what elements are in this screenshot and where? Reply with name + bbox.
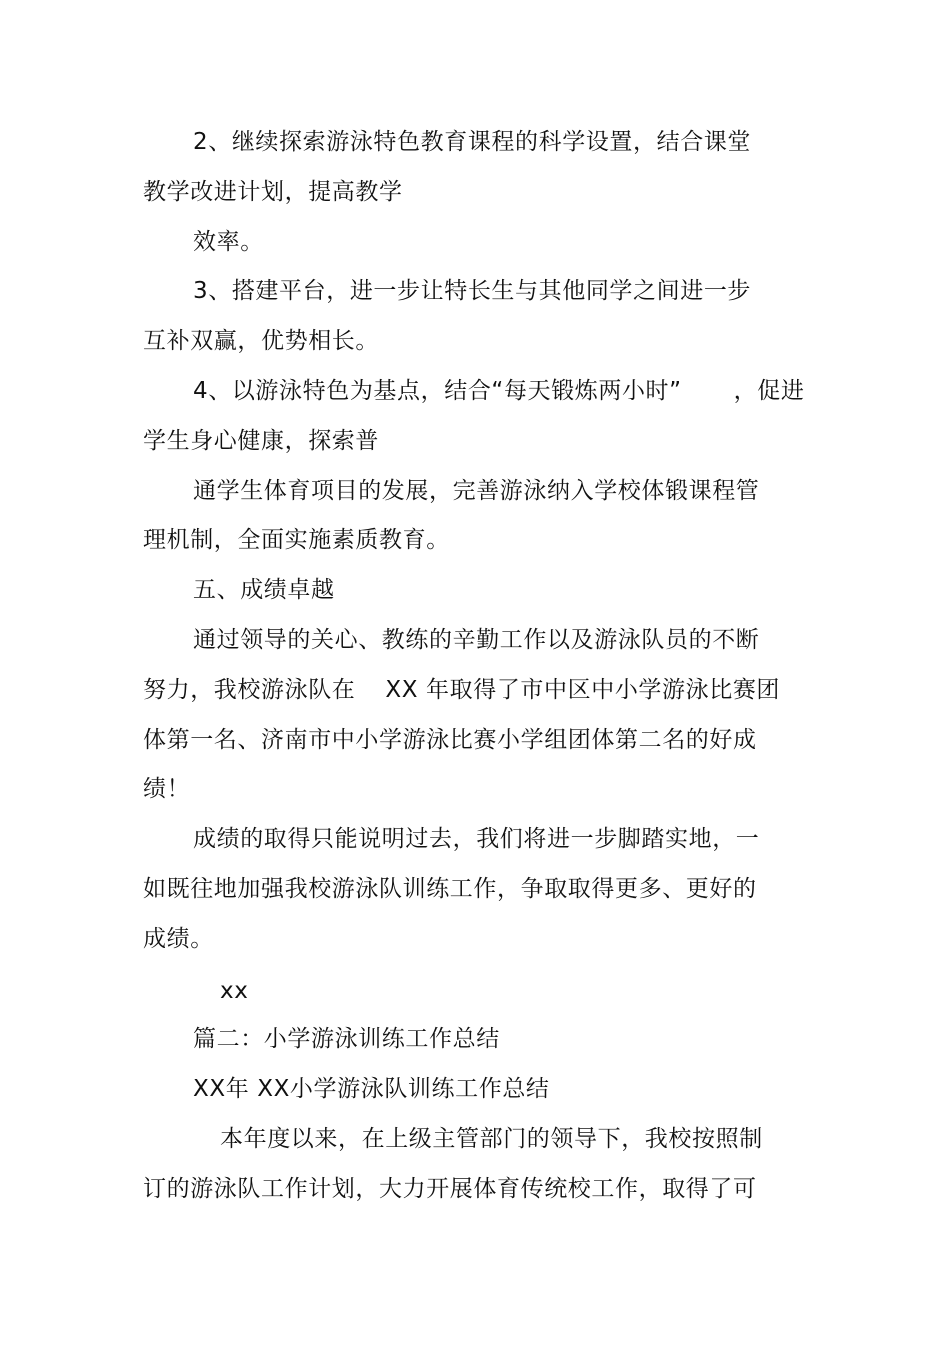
text-line: 效率。: [193, 229, 264, 255]
text-line: 本年度以来，在上级主管部门的领导下，我校按照制: [220, 1126, 763, 1152]
text-line: 3、搭建平台，进一步让特长生与其他同学之间进一步: [193, 278, 752, 304]
text-line: 如既往地加强我校游泳队训练工作，争取取得更多、更好的: [143, 876, 757, 902]
text-line: 体第一名、济南市中小学游泳比赛小学组团体第二名的好成: [143, 727, 757, 753]
signature-placeholder: xx: [220, 978, 249, 1004]
text-line: 理机制，全面实施素质教育。: [143, 527, 450, 553]
text-line: 2、继续探索游泳特色教育课程的科学设置，结合课堂: [193, 129, 752, 155]
text-line: 成绩的取得只能说明过去，我们将进一步脚踏实地，一: [193, 826, 760, 852]
document-title: XX年 XX小学游泳队训练工作总结: [193, 1076, 550, 1102]
text-line: 互补双赢，优势相长。: [143, 328, 379, 354]
text-line: [143, 675, 780, 705]
text-segment: XX 年取得了市中区中小学游泳比赛团: [385, 677, 781, 703]
section-heading: 篇二：小学游泳训练工作总结: [193, 1026, 500, 1052]
text-segment: ，促进: [733, 378, 805, 404]
text-line: 通过领导的关心、教练的辛勤工作以及游泳队员的不断: [193, 627, 760, 653]
text-line: [193, 376, 804, 406]
text-line: 教学改进计划，提高教学: [143, 179, 403, 205]
section-heading: 五、成绩卓越: [193, 577, 335, 603]
text-line: 绩！: [143, 776, 191, 802]
text-segment: 4、以游泳特色为基点，结合“每天锻炼两小时”: [193, 378, 682, 404]
text-segment: 努力，我校游泳队在: [143, 677, 356, 703]
text-line: 订的游泳队工作计划，大力开展体育传统校工作，取得了可: [143, 1176, 757, 1202]
text-line: 学生身心健康，探索普: [143, 428, 379, 454]
text-line: 成绩。: [143, 926, 214, 952]
text-line: 通学生体育项目的发展，完善游泳纳入学校体锻课程管: [193, 478, 760, 504]
